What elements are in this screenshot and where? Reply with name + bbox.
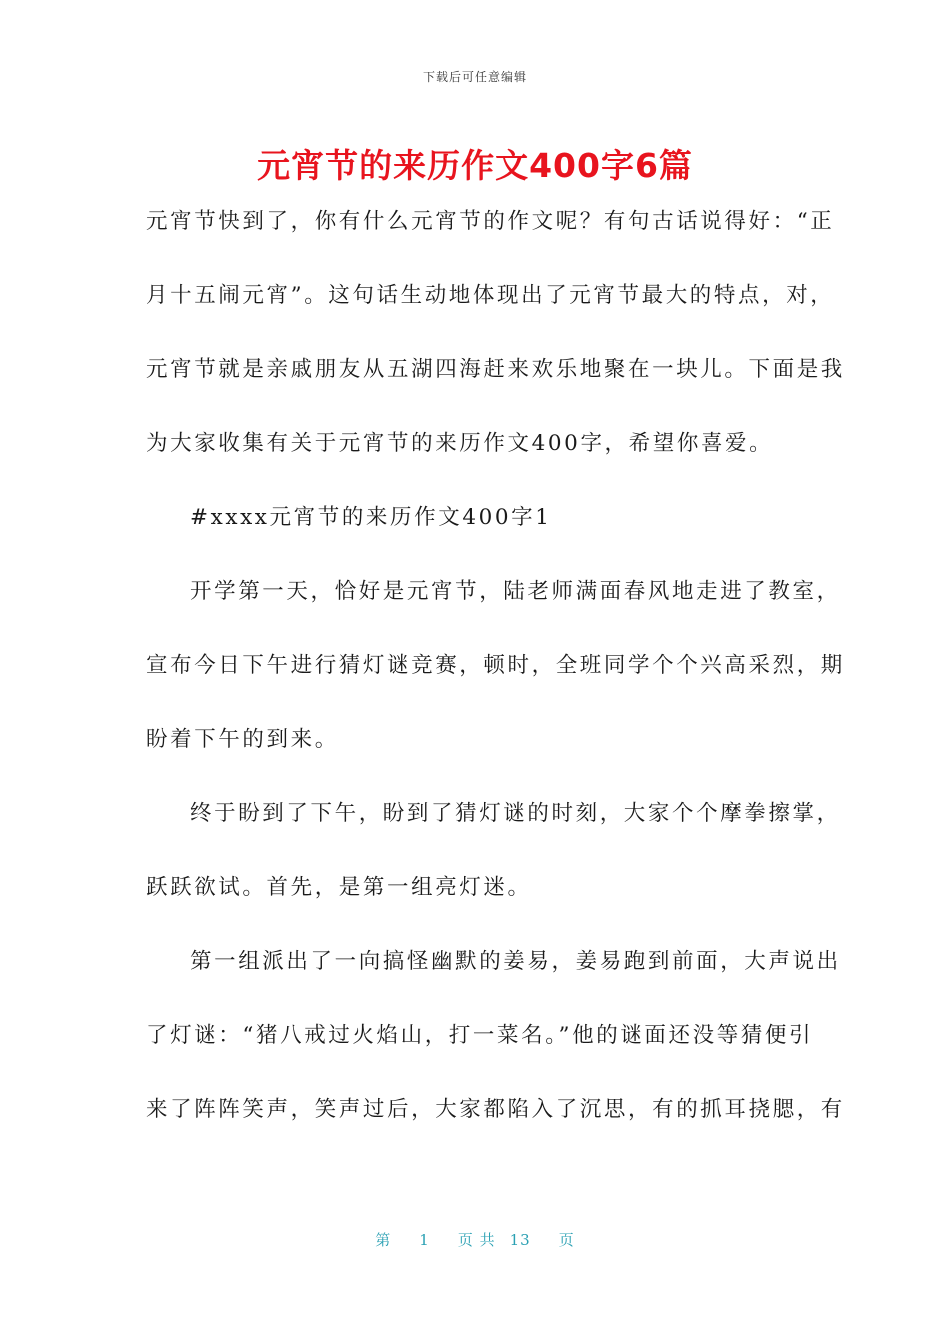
paragraph-line: 宣布今日下午进行猜灯谜竞赛，顿时，全班同学个个兴高采烈，期 <box>146 653 845 678</box>
footer-label-of: 页 共 <box>457 1231 496 1249</box>
paragraph-line: 来了阵阵笑声，笑声过后，大家都陷入了沉思，有的抓耳挠腮，有 <box>146 1097 845 1122</box>
document-title: 元宵节的来历作文400字6篇 <box>257 146 693 185</box>
paragraph-line: 盼着下午的到来。 <box>146 727 339 752</box>
paragraph-line: 终于盼到了下午，盼到了猜灯谜的时刻，大家个个摩拳擦掌， <box>190 801 841 826</box>
page-footer <box>0 1229 950 1250</box>
paragraph-line: 元宵节快到了，你有什么元宵节的作文呢？有句古话说得好：“正 <box>146 209 835 234</box>
paragraph-line: 跃跃欲试。首先，是第一组亮灯迷。 <box>146 875 532 900</box>
paragraph-line: 元宵节就是亲戚朋友从五湖四海赶来欢乐地聚在一块儿。下面是我 <box>146 357 845 382</box>
footer-label-pages: 页 <box>558 1231 575 1249</box>
footer-page-number: 1 <box>419 1231 430 1249</box>
header-note: 下载后可任意编辑 <box>422 70 527 84</box>
paragraph-line: 开学第一天，恰好是元宵节，陆老师满面春风地走进了教室， <box>190 579 841 604</box>
section-heading: #xxxx元宵节的来历作文400字1 <box>190 505 552 530</box>
paragraph-line: 月十五闹元宵”。这句话生动地体现出了元宵节最大的特点，对， <box>146 283 835 308</box>
paragraph-line: 为大家收集有关于元宵节的来历作文400字，希望你喜爱。 <box>146 431 774 456</box>
paragraph-line: 了灯谜：“猪八戒过火焰山，打一菜名。”他的谜面还没等猜便引 <box>146 1023 814 1048</box>
footer-label-page: 第 <box>375 1231 392 1249</box>
footer-total-pages: 13 <box>509 1231 531 1249</box>
paragraph-line: 第一组派出了一向搞怪幽默的姜易，姜易跑到前面，大声说出 <box>190 949 841 974</box>
